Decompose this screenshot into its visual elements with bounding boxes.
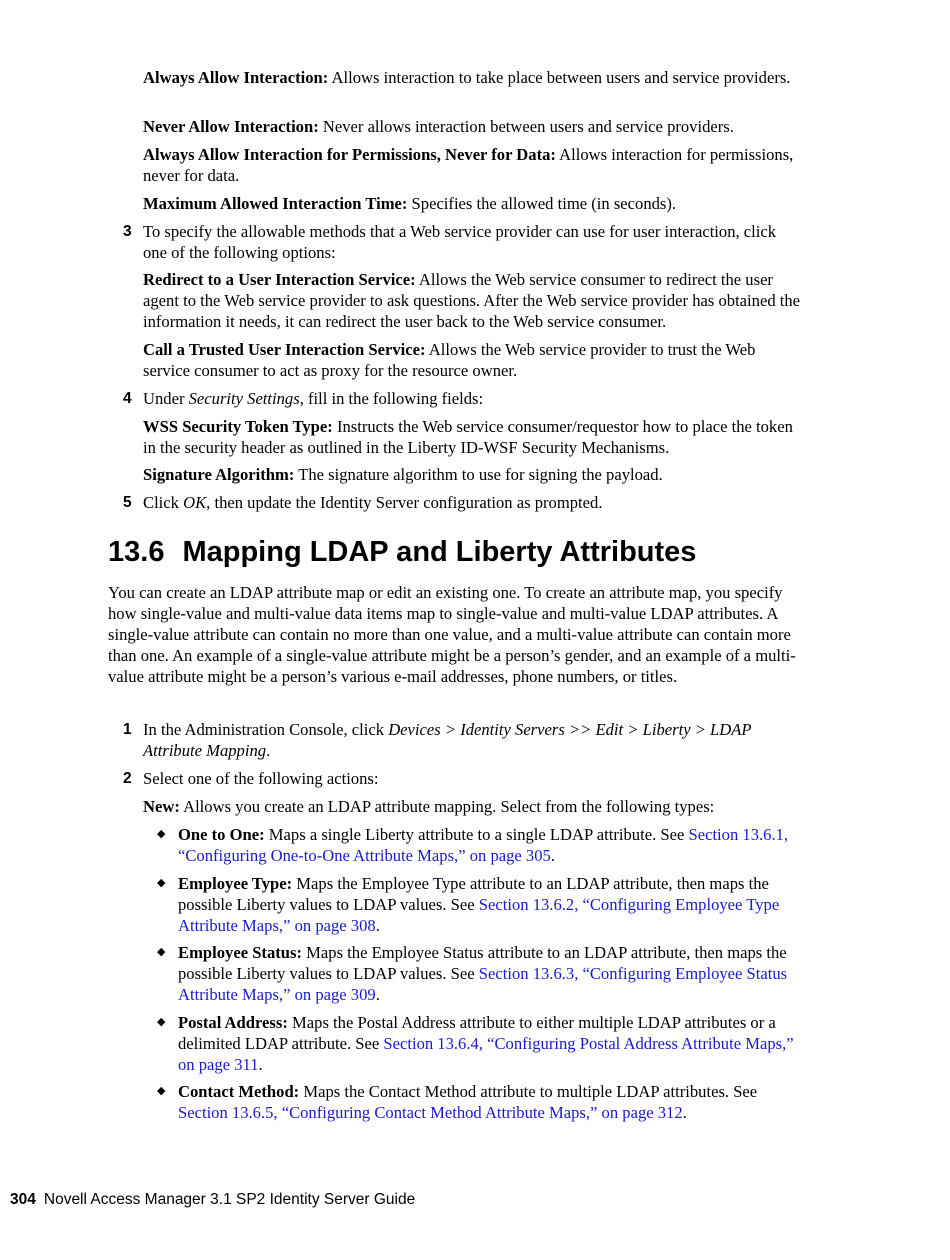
- always-permissions-item: [143, 144, 803, 186]
- description: Allows you create an LDAP attribute mapping. Select from the following types:: [179, 797, 715, 816]
- trusted-item: [143, 339, 803, 381]
- redirect-item: [143, 269, 803, 332]
- term: Never Allow Interaction:: [143, 117, 319, 136]
- bullet-item: Contact Method: Maps the Contact Method attribute to multiple LDAP attributes. See Section 13.6.5, “Configuring Contact Method Attribute Maps,” on page 312.: [178, 1082, 758, 1122]
- step-number: 3: [123, 223, 132, 240]
- bullet-item: One to One: Maps a single Liberty attribute to a single LDAP attribute. See Section 13.6.1, “Configuring One-to-One Attribute Maps,” on page 305.: [178, 825, 789, 865]
- new-item: [143, 796, 803, 817]
- navigation-path: Devices > Identity Servers >> Edit > Liberty > LDAP Attribute Mapping: [143, 720, 752, 760]
- term: New:: [143, 797, 180, 816]
- step-4-text: Under Security Settings, fill in the following fields:: [143, 389, 484, 408]
- section-intro: You can create an LDAP attribute map or edit an existing one. To create an attribute map, you specify how single-value and multi-value data items map to single-value and multi-value LDAP attributes. A single-value attribute can contain no more than one value, and a multi-value attribute can contain more than one. An example of a single-value attribute might be a person’s gender, and an example of a multi-value attribute might be a person’s various e-mail addresses, phone numbers, or titles.: [108, 583, 796, 686]
- signature-item: [143, 464, 803, 485]
- term: Always Allow Interaction for Permissions, Never for Data:: [143, 145, 556, 164]
- description: The signature algorithm to use for signing the payload.: [294, 465, 663, 484]
- never-allow-item: [143, 116, 803, 137]
- bullet-item: Employee Type: Maps the Employee Type attribute to an LDAP attribute, then maps the possible Liberty values to LDAP values. See Section 13.6.2, “Configuring Employee Type Attribute Maps,” on page 308.: [178, 874, 780, 935]
- description: Allows interaction for permissions, never for data.: [143, 145, 794, 185]
- cross-reference-link[interactable]: Section 13.6.5, “Configuring Contact Method Attribute Maps,” on page 312: [178, 1103, 683, 1122]
- security-settings-label: Security Settings: [188, 389, 300, 408]
- book-title: Novell Access Manager 3.1 SP2 Identity Server Guide: [43, 1191, 416, 1208]
- diamond-bullet-icon: ◆: [157, 946, 166, 958]
- step-number: 1: [123, 721, 132, 738]
- term: Postal Address:: [178, 1013, 288, 1032]
- step-number: 5: [123, 494, 132, 511]
- always-allow-item: [143, 67, 803, 88]
- cross-reference-link[interactable]: Section 13.6.2, “Configuring Employee Type Attribute Maps,” on page 308: [178, 895, 780, 935]
- description: Allows the Web service consumer to redirect the user agent to the Web service provider to ask questions. After the Web service provider has obtained the information it needs, it can redirect the user back to the Web service consumer.: [143, 270, 801, 331]
- description: Allows interaction to take place between users and service providers.: [328, 68, 791, 87]
- term: Maximum Allowed Interaction Time:: [143, 194, 408, 213]
- step-number: 4: [123, 390, 132, 407]
- term: Redirect to a User Interaction Service:: [143, 270, 416, 289]
- cross-reference-link[interactable]: Section 13.6.3, “Configuring Employee Status Attribute Maps,” on page 309: [178, 964, 788, 1004]
- term: WSS Security Token Type:: [143, 417, 333, 436]
- bullet-item: Employee Status: Maps the Employee Status attribute to an LDAP attribute, then maps the possible Liberty values to LDAP values. See Section 13.6.3, “Configuring Employee Status Attribute Maps,” on page 309.: [178, 943, 788, 1004]
- section-number: 13.6: [108, 536, 165, 568]
- diamond-bullet-icon: ◆: [157, 828, 166, 840]
- diamond-bullet-icon: ◆: [157, 1085, 166, 1097]
- description: Instructs the Web service consumer/requestor how to place the token in the security header as outlined in the Liberty ID-WSF Security Mechanisms.: [143, 417, 793, 457]
- term: Employee Status:: [178, 943, 302, 962]
- description: Allows the Web service provider to trust the Web service consumer to act as proxy for the resource owner.: [143, 340, 756, 380]
- wss-item: [143, 416, 803, 458]
- diamond-bullet-icon: ◆: [157, 877, 166, 889]
- term: Employee Type:: [178, 874, 293, 893]
- description: Specifies the allowed time (in seconds).: [407, 194, 677, 213]
- step-5-text: Click OK, then update the Identity Server configuration as prompted.: [143, 493, 603, 512]
- section-heading: [108, 532, 696, 572]
- step-2-text: Select one of the following actions:: [143, 769, 379, 788]
- term: Signature Algorithm:: [143, 465, 295, 484]
- step-3-text: To specify the allowable methods that a Web service provider can use for user interaction, click one of the following options:: [143, 222, 777, 262]
- section-title: Mapping LDAP and Liberty Attributes: [182, 536, 697, 568]
- term: Contact Method:: [178, 1082, 300, 1101]
- cross-reference-link[interactable]: Section 13.6.4, “Configuring Postal Address Attribute Maps,” on page 311: [178, 1034, 794, 1074]
- bullet-item: Postal Address: Maps the Postal Address attribute to either multiple LDAP attributes or a delimited LDAP attribute. See Section 13.6.4, “Configuring Postal Address Attribute Maps,” on page 311.: [178, 1013, 794, 1074]
- term: Always Allow Interaction:: [143, 68, 329, 87]
- term: One to One:: [178, 825, 265, 844]
- step-1-text: In the Administration Console, click Devices > Identity Servers >> Edit > Liberty > LDAP Attribute Mapping.: [143, 720, 752, 760]
- page-footer: [10, 1189, 415, 1211]
- page-number: 304: [10, 1191, 36, 1208]
- description: Never allows interaction between users and service providers.: [318, 117, 734, 136]
- ok-label: OK: [183, 493, 207, 512]
- diamond-bullet-icon: ◆: [157, 1016, 166, 1028]
- term: Call a Trusted User Interaction Service:: [143, 340, 426, 359]
- cross-reference-link[interactable]: Section 13.6.1, “Configuring One-to-One Attribute Maps,” on page 305: [178, 825, 789, 865]
- max-time-item: [143, 193, 803, 214]
- step-number: 2: [123, 770, 132, 787]
